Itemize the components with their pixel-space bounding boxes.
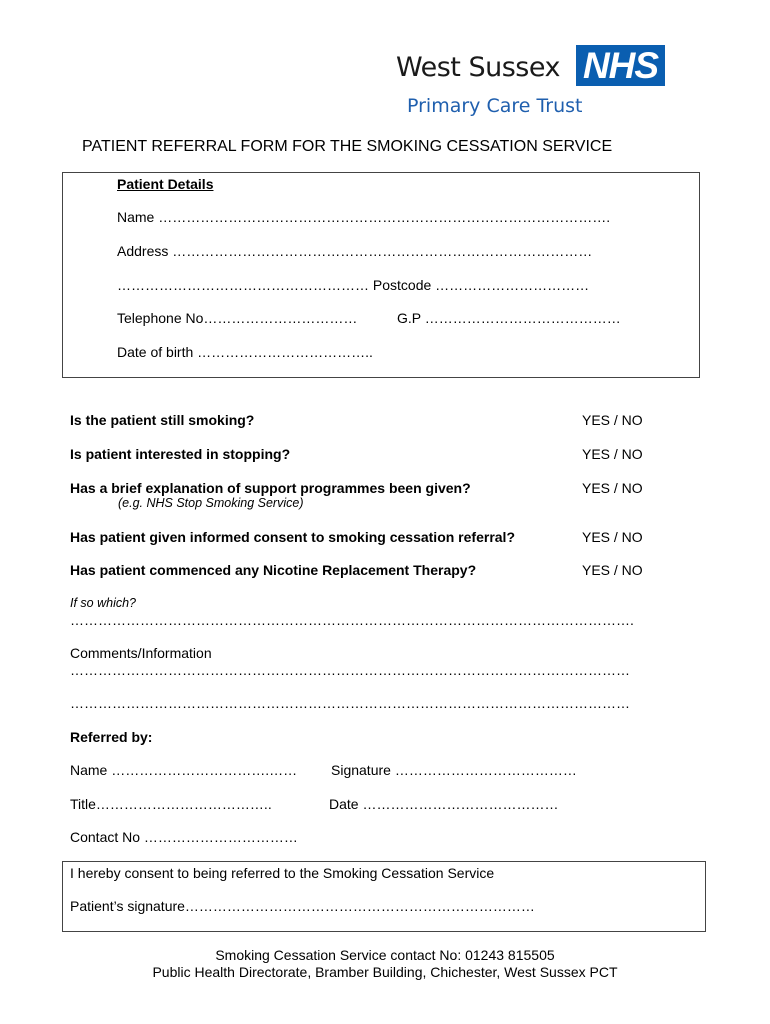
form-title: PATIENT REFERRAL FORM FOR THE SMOKING CESSATION SERVICE: [82, 138, 613, 155]
referrer-contact-field[interactable]: Contact No ……………………………: [70, 829, 298, 845]
nrt-details-field[interactable]: ………………………………………………………………………………………………………….: [70, 612, 634, 628]
answer-still-smoking[interactable]: YES / NO: [582, 412, 643, 428]
answer-interested-stopping[interactable]: YES / NO: [582, 446, 643, 462]
answer-informed-consent[interactable]: YES / NO: [582, 529, 643, 545]
question-interested-stopping: Is patient interested in stopping?: [70, 446, 291, 462]
footer-address: Public Health Directorate, Bramber Building, Chichester, West Sussex PCT: [152, 964, 618, 980]
comments-label: Comments/Information: [70, 645, 212, 661]
if-so-which-label: If so which?: [70, 596, 137, 610]
referred-by-heading: Referred by:: [70, 729, 153, 745]
patient-dob-field[interactable]: Date of birth ………………………………..: [117, 344, 373, 360]
referrer-name-field[interactable]: Name …………………………….……: [70, 762, 298, 778]
patient-gp-field[interactable]: G.P ……………………………………: [397, 310, 621, 326]
patient-telephone-field[interactable]: Telephone No……………………………: [117, 310, 358, 326]
patient-name-field[interactable]: Name …………………………………………………………………………………….: [117, 209, 611, 225]
referrer-signature-field[interactable]: Signature …………………………………: [331, 762, 577, 778]
patient-details-heading: Patient Details: [117, 176, 214, 192]
patient-address-field[interactable]: Address ………………………………………………………………………………: [117, 243, 593, 259]
question-still-smoking: Is the patient still smoking?: [70, 412, 255, 428]
question-brief-explanation: Has a brief explanation of support programmes been given?: [70, 480, 471, 496]
answer-nrt[interactable]: YES / NO: [582, 562, 643, 578]
question-nrt: Has patient commenced any Nicotine Replacement Therapy?: [70, 562, 477, 578]
consent-statement: I hereby consent to being referred to the Smoking Cessation Service: [70, 865, 495, 881]
patient-address-postcode-field[interactable]: ……………………………………………… Postcode ……………………………: [117, 277, 590, 293]
referrer-title-field[interactable]: Title………………………………..: [70, 796, 272, 812]
patient-signature-field[interactable]: Patient’s signature…………………………………………………………………: [70, 898, 535, 914]
org-name: West Sussex: [396, 52, 560, 83]
comments-field-1[interactable]: …………………………………………………………………………………………………………: [70, 662, 630, 678]
trust-name: Primary Care Trust: [407, 95, 583, 117]
answer-brief-explanation[interactable]: YES / NO: [582, 480, 643, 496]
comments-field-2[interactable]: …………………………………………………………………………………………………………: [70, 695, 630, 711]
question-note: (e.g. NHS Stop Smoking Service): [118, 496, 304, 510]
nhs-logo: NHS: [576, 45, 665, 86]
question-informed-consent: Has patient given informed consent to smoking cessation referral?: [70, 529, 515, 545]
referral-date-field[interactable]: Date ……………………………………: [329, 796, 559, 812]
footer-contact: Smoking Cessation Service contact No: 01243 815505: [215, 947, 555, 963]
